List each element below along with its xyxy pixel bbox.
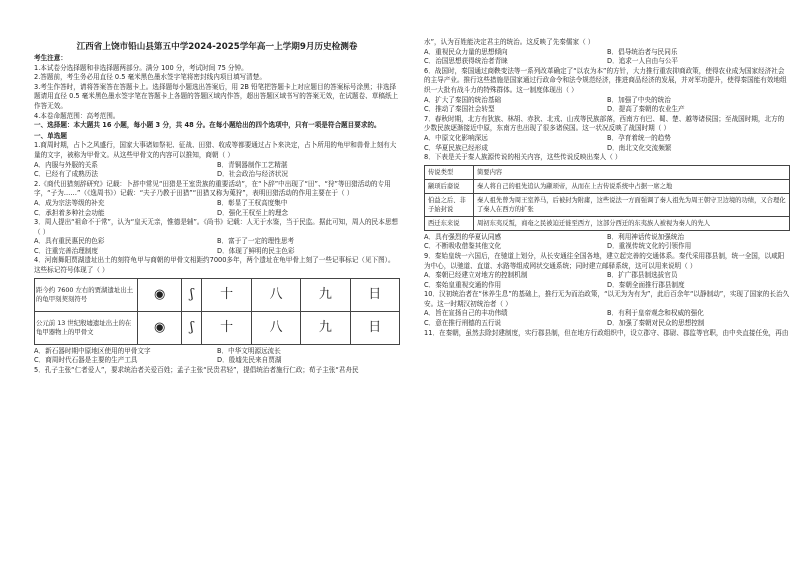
q5-options-row — [424, 48, 790, 58]
q8-row-key: 西迁东来说 — [425, 216, 474, 230]
q8-row-value: 秦人祖先曾为周王室养马，后被封为附庸，这些说法一方面强调了秦人祖先为周王朝守卫边境的功绩，又合理化了秦人在西方的扩张 — [474, 193, 790, 216]
q7-stem: 7．春秋时期，北方有狄族、林胡、赤狄、北戎、山戎等民族部落，西南方有巴、蜀、楚、越等诸侯国；至战国时期，北方的少数民族逐渐接近中原，东南方也出现了很多诸侯国。这一状况反映了战国时期（ ） — [424, 114, 785, 133]
q7-options-row — [424, 134, 790, 144]
glyph-cell: ʃ — [182, 278, 202, 311]
q4-glyph-table — [34, 278, 400, 345]
glyph-cell: 日 — [350, 311, 399, 344]
q6-options-row — [424, 105, 790, 115]
q3-options-row — [34, 237, 400, 247]
glyph-cell: 日 — [350, 278, 399, 311]
notice-item: 2.答题前，考生务必用直径 0.5 毫米黑色墨水签字笔将密封线内项目填写清楚。 — [34, 73, 266, 82]
q9-option-d[interactable]: D．秦朝全面推行郡县制度 — [607, 280, 685, 289]
q2-option-c[interactable]: C．承担着多种社会功能 — [34, 208, 105, 217]
q6-option-c[interactable]: C．推动了秦国社会转型 — [424, 105, 495, 114]
q6-options-row — [424, 96, 790, 106]
q5-options-row — [424, 57, 790, 67]
q9-options-row — [424, 281, 790, 291]
q8-row-value: 秦人将自己的祖先追认为颛顼帝，从而在上古传说系统中占据一席之地 — [474, 179, 790, 193]
q3-option-a[interactable]: A．具有重民惠民的色彩 — [34, 237, 105, 246]
q1-option-b[interactable]: B．青铜器制作工艺精湛 — [217, 160, 288, 169]
q8-head-type: 传说类型 — [425, 165, 474, 179]
q5-option-a[interactable]: A．重视民众力量的思想倾向 — [424, 47, 508, 56]
q3-option-d[interactable]: D．体现了鲜明的民主色彩 — [217, 246, 295, 255]
q10-option-b[interactable]: B．有利于皇帝观念和权威的强化 — [607, 309, 704, 318]
page-title: 江西省上饶市铅山县第五中学2024-2025学年高一上学期9月历史检测卷 — [76, 42, 358, 52]
q8-options-row — [424, 233, 790, 243]
q8-stem: 8．下表是关于秦人族源传说的相关内容，这些传说反映出秦人（ ） — [424, 153, 622, 162]
q3-option-c[interactable]: C．注重完善治理制度 — [34, 246, 98, 255]
glyph-cell: 九 — [301, 311, 350, 344]
notice-heading: 考生注意： — [34, 54, 67, 62]
q5-option-b[interactable]: B．倡导统治者与民同乐 — [607, 47, 678, 56]
q9-option-b[interactable]: B．扩广郡县制选拔官员 — [607, 271, 678, 280]
q10-options-row — [424, 319, 790, 329]
glyph-cell: 八 — [251, 311, 300, 344]
q8-options-row — [424, 242, 790, 252]
q1-option-a[interactable]: A．内服与外服的关系 — [34, 160, 98, 169]
glyph-cell: ʃ — [182, 311, 202, 344]
q6-stem: 6．战国时，秦国通过商鞅变法等一系列改革确定了“以农为本”的方针，大力推行重农抑商政策，使得农业成为国家经济社会的主导产业。推行这些措施是国家通过行政命令和法令规范经济，推进商品经济的发展，并对军功提升，使得秦国能有效地组织一大批有战斗力的特殊群体。这一制度体现出（ ） — [424, 66, 787, 94]
q2-options-row — [34, 209, 400, 219]
q9-options-row — [424, 271, 790, 281]
q6-option-a[interactable]: A．扩大了秦国的统治基础 — [424, 95, 502, 104]
q3-stem: 3．周人提出“祖命不于常”，认为“皇天无亲，惟德是辅”。《尚书》记载：人无于水鉴，当于民监。据此可知，周人的民本思想（ ） — [34, 218, 399, 236]
q6-option-d[interactable]: D．提高了秦朝的农业生产 — [607, 105, 685, 114]
q8-row-key: 伯益之后、非子始封说 — [425, 193, 474, 216]
q9-option-a[interactable]: A．秦朝已经建立对地方的控制机制 — [424, 271, 528, 280]
q5-option-c[interactable]: C．治国思想获得统治者青睐 — [424, 57, 508, 66]
q10-option-d[interactable]: D．加强了秦朝对民众的思想控制 — [607, 319, 705, 328]
q9-stem: 9．秦始皇统一六国后，在驰道上划分，从长安通往全国各地，建立起完善的交通体系。秦代采用郡县制，统一全国，以咸阳为中心，以驰道、直道、水路等组成网状交通系统；同时建立邮驿系统，这可以用来说明（ ） — [424, 251, 785, 270]
notice-item: 4.本卷命题范围：高考范围。 — [34, 111, 120, 120]
q5-stem: 5．孔子主张“仁者爱人”，要求统治者关爱百姓；孟子主张“民贵君轻”，提倡统治者施行仁政；荀子主张“君舟民 — [34, 365, 359, 374]
glyph-cell: 九 — [301, 278, 350, 311]
q10-option-c[interactable]: C．意在推行刑德的五行说 — [424, 319, 502, 328]
q8-head-content: 简要内容 — [474, 165, 790, 179]
section-heading: 一、单选题 — [34, 131, 67, 140]
q5-option-d[interactable]: D．追求一人自由与公平 — [607, 57, 679, 66]
q10-options-row — [424, 309, 790, 319]
q4-option-d[interactable]: D．殷墟先民来自贾湖 — [217, 356, 282, 365]
q8-table — [424, 165, 790, 231]
left-column — [34, 54, 400, 375]
q8-row-value: 周初东夷反叛，商奄之民被迫迁徙至西方，这部分西迁的东夷族人被视为秦人的先人 — [474, 216, 790, 230]
q4-options-row — [34, 356, 400, 366]
q8-option-d[interactable]: D．重视传统文化的引领作用 — [607, 242, 692, 251]
q2-option-b[interactable]: B．彰显了王权高度集中 — [217, 198, 288, 207]
q1-options-row — [34, 161, 400, 171]
q4-row2-label: 公元前 13 世纪殷墟遗址出土的在龟甲器物上的甲骨文 — [35, 311, 138, 344]
q7-option-c[interactable]: C．华夏民族已经形成 — [424, 143, 488, 152]
glyph-cell: ◉ — [138, 311, 182, 344]
q2-stem: 2.《商代田猎刻辞研究》记载：卜辞中常见“田猎是王室贵族的重要活动”，在“卜辞”中出现了“田”、“狩”等田猎活动的专用字，“子为……”（《逸周书》）记载：“夫子乃教于田猎”“田猎又称为蒐狩”，表明田猎活动的作用主要在于（ ） — [34, 179, 391, 198]
q4-option-a[interactable]: A．新石器时期中原地区使用的甲骨文字 — [34, 346, 151, 355]
glyph-cell: 八 — [251, 278, 300, 311]
q7-option-a[interactable]: A．中原文化影响深远 — [424, 133, 488, 142]
q6-option-b[interactable]: B．加强了中央的统治 — [607, 95, 671, 104]
q2-options-row — [34, 199, 400, 209]
q4-option-c[interactable]: C．商周时代石器是主要的生产工具 — [34, 356, 138, 365]
glyph-cell: 十 — [202, 311, 251, 344]
q11-stem: 11．在秦朝，虽然去除封建制度，实行郡县制，但在地方行政组织中，设立郡守、郡尉、郡监等官职，由中央直接任免，再由 — [424, 328, 789, 337]
q1-option-c[interactable]: C．已经有了成熟历法 — [34, 170, 98, 179]
q8-option-b[interactable]: B．利用神话传说加强统治 — [607, 232, 685, 241]
notice-item: 1.本试卷分选择题和非选择题两部分。满分 100 分，考试时间 75 分钟。 — [34, 63, 248, 72]
q3-option-b[interactable]: B．富于了一定的理性思考 — [217, 237, 295, 246]
q1-option-d[interactable]: D．社会政治与经济状况 — [217, 170, 289, 179]
q5-stem-continued: 水”，认为百姓能决定君主的统治。这反映了先秦儒家（ ） — [424, 38, 595, 46]
q7-option-b[interactable]: B．孕育着统一的趋势 — [607, 133, 671, 142]
q2-option-a[interactable]: A．成为宗法等级的补充 — [34, 198, 105, 207]
right-column — [424, 38, 790, 338]
q4-row1-label: 距今约 7600 左右的贾湖遗址出土的龟甲刻契刻符号 — [35, 278, 138, 311]
q8-option-a[interactable]: A．具有强烈的华夏认同感 — [424, 232, 502, 241]
q1-stem: 1.商周时期，占卜之风盛行，国家大事诸如祭祀、征战、田猎、收成等都要通过占卜来决定，占卜所用的龟甲和兽骨上刻有大量的文字，被称为甲骨文。从这些甲骨文的内容可以推知，商朝（ ） — [34, 141, 397, 159]
q10-stem: 10．汉初统治者在“休养生息”的基础上，推行无为而治政策，“以无为为有为”，此后百余年“以静制动”，实现了国家的长治久安。这一时期汉初统治者（ ） — [424, 290, 790, 308]
q7-option-d[interactable]: D．南北文化交流频繁 — [607, 143, 672, 152]
q4-option-b[interactable]: B．中华文明源远流长 — [217, 346, 281, 355]
q9-option-c[interactable]: C．秦始皇重视交通的作用 — [424, 280, 502, 289]
glyph-cell: 十 — [202, 278, 251, 311]
q8-option-c[interactable]: C．不断吸收借鉴其他文化 — [424, 242, 502, 251]
notice-item: 3.考生作答时，请将答案答在答题卡上。选择题每小题选出答案后，用 2B 铅笔把答题卡上对应题目的答案标号涂黑；非选择题请用直径 0.5 毫米黑色墨水签字笔在答题卡上各题的答题区域内作答，超出答题区域书写的答案无效，在试题卷、草稿纸上作答无效。 — [34, 82, 399, 110]
q7-options-row — [424, 144, 790, 154]
glyph-cell: ◉ — [138, 278, 182, 311]
q10-option-a[interactable]: A．旨在宣扬自己的丰功伟绩 — [424, 309, 508, 318]
q2-option-d[interactable]: D．强化王权至上的理念 — [217, 208, 289, 217]
part1-instruction: 一、选择题：本大题共 16 小题，每小题 3 分，共 48 分。在每小题给出的四个选项中，只有一项是符合题目要求的。 — [34, 121, 381, 130]
q4-stem: 4．河南舞阳贾湖遗址出土的刻符龟甲与商朝的甲骨文相距约7000多年，两个遗址在龟甲骨上刻了一些记事标记（见下图）。这些标记符号体现了（ ） — [34, 256, 395, 275]
q8-row-key: 颛顼后裔说 — [425, 179, 474, 193]
q1-options-row — [34, 170, 400, 180]
q4-options-row — [34, 347, 400, 357]
